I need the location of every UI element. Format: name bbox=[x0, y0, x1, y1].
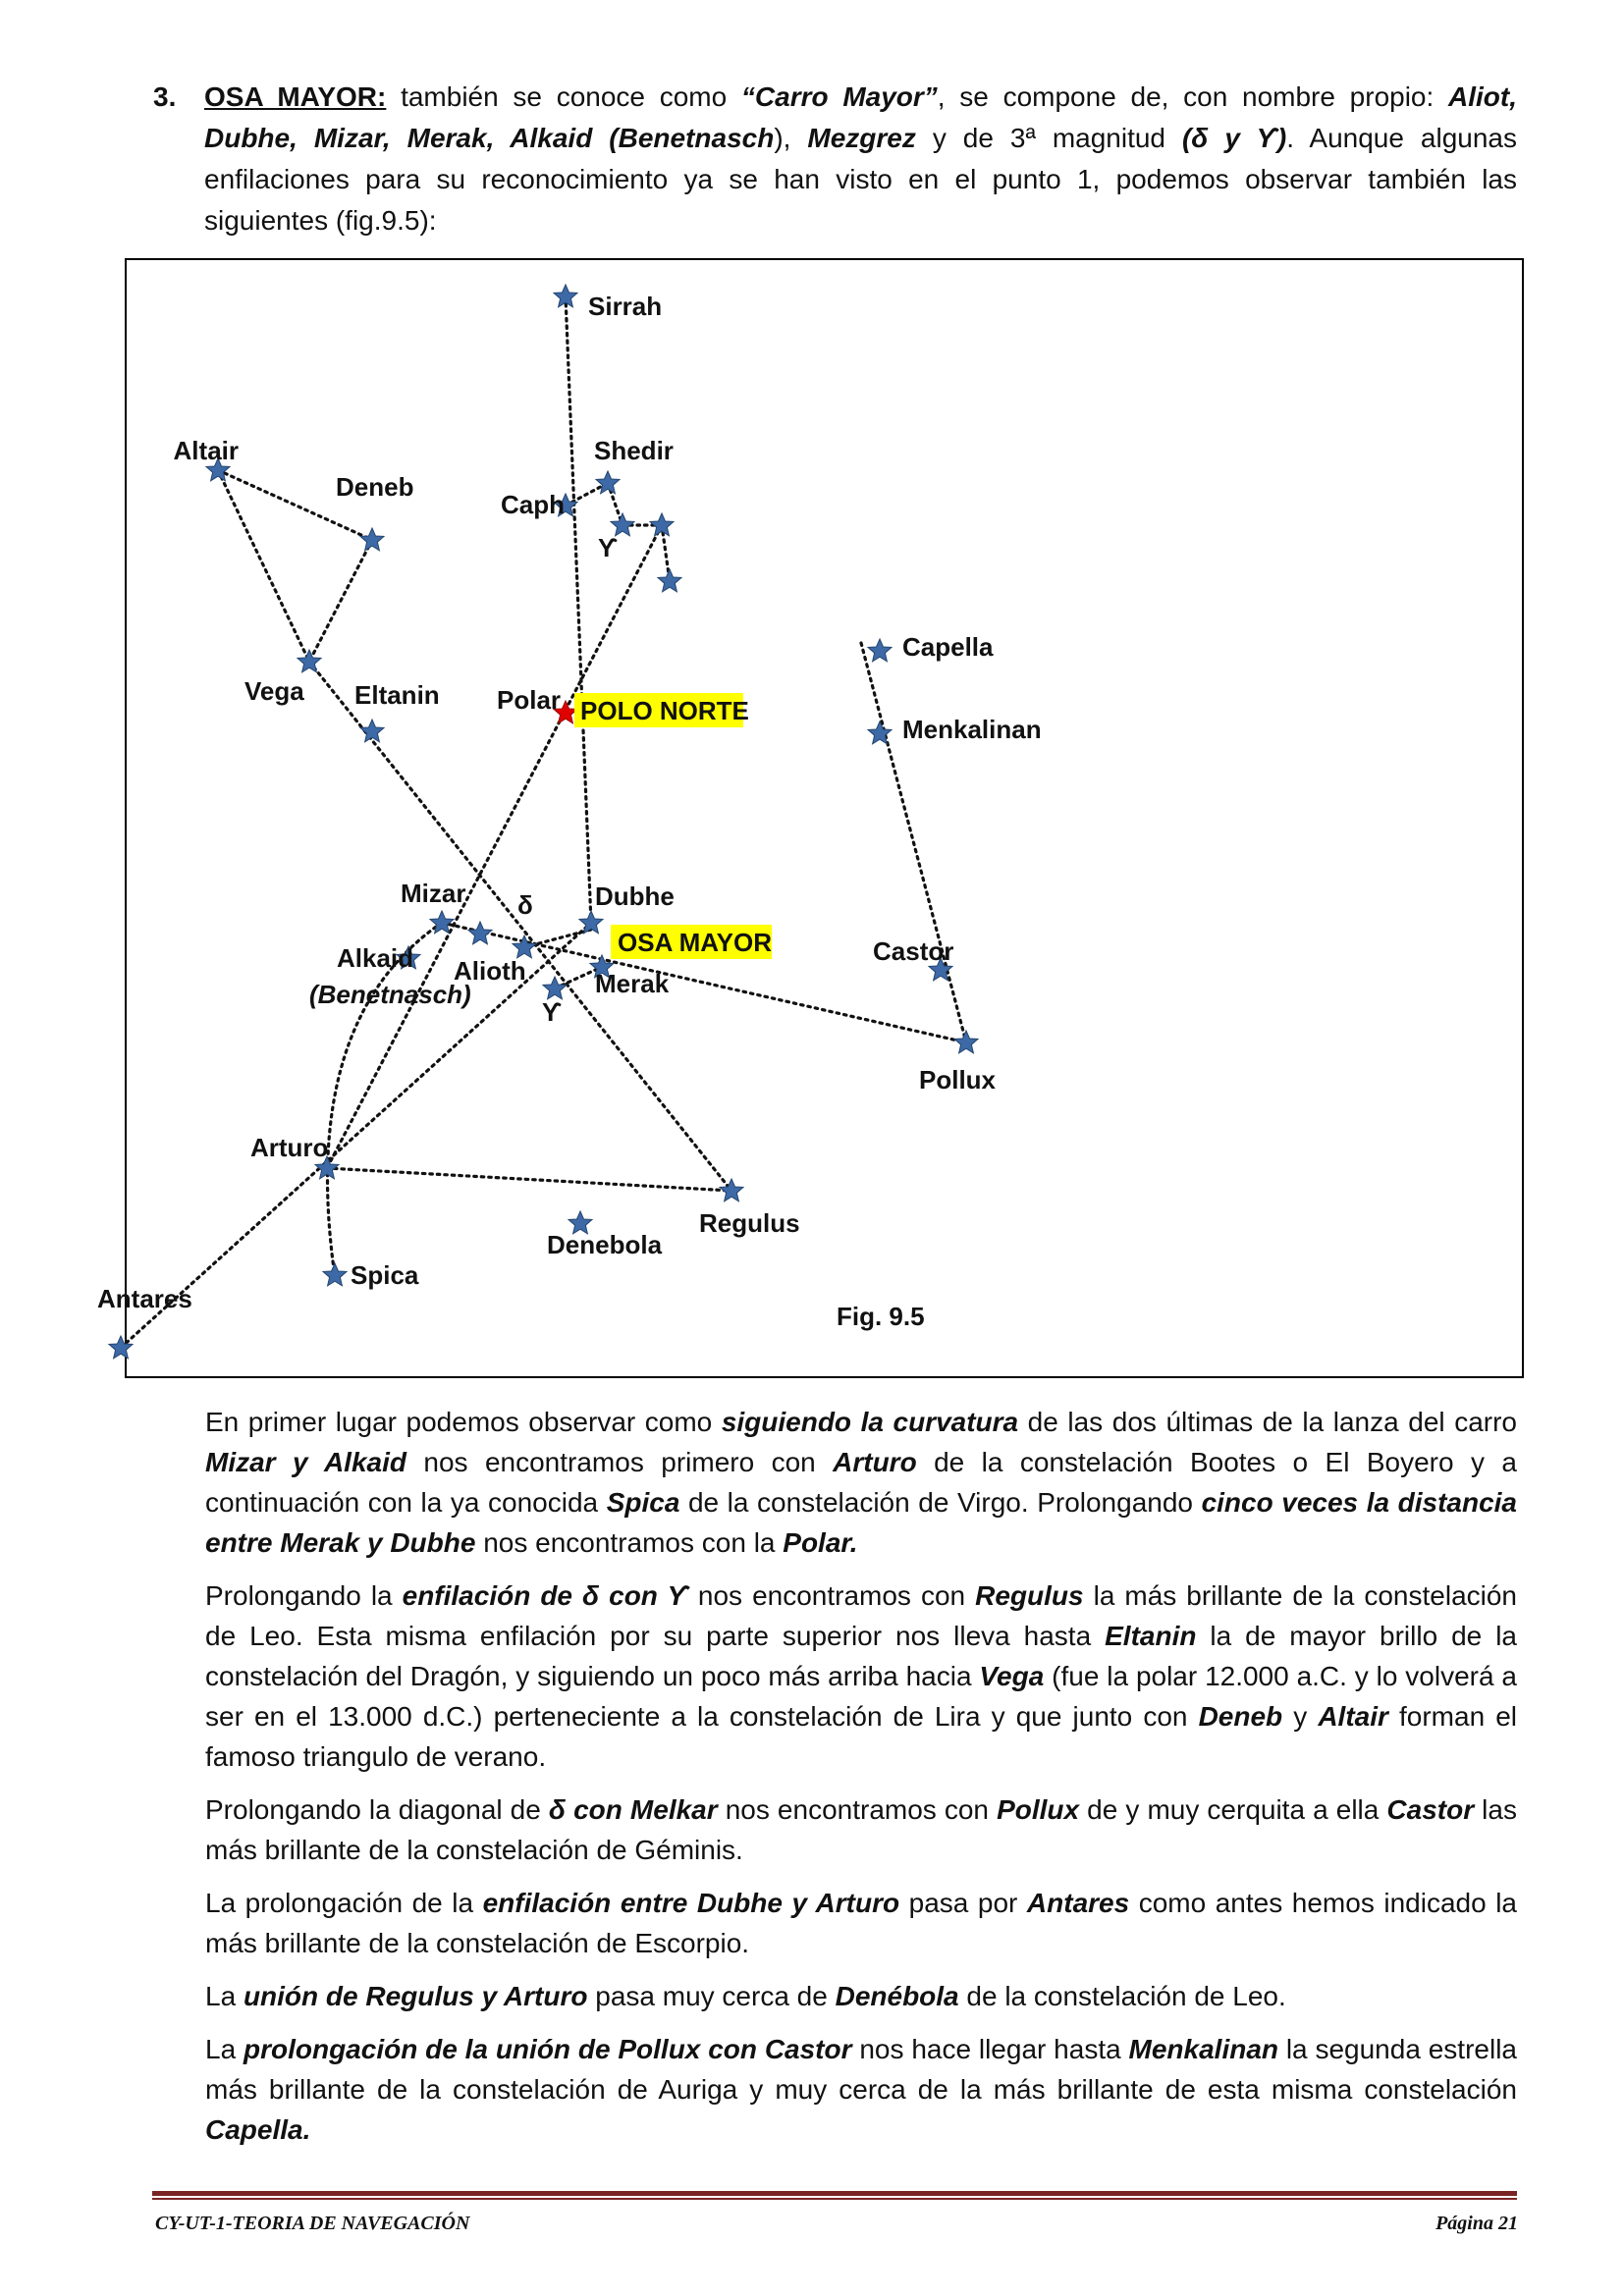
paragraph-1: En primer lugar podemos observar como siguiendo la curvatura de las dos últimas de la lanza del carro Mizar y Alkaid nos encontramos primero con Arturo de la constelación Bootes o El Boyero y a continuación con la ya conocida Spica de la constelación de Virgo. Prolongando cinco veces la distancia entre Merak y Dubhe nos encontramos con la Polar. bbox=[205, 1407, 1517, 1558]
section-title: OSA MAYOR: bbox=[204, 81, 387, 112]
line-cas-arturo bbox=[327, 525, 662, 1168]
footer-document-title: CY-UT-1-TEORIA DE NAVEGACIÓN bbox=[155, 2213, 470, 2234]
line-sirrah-dubhe bbox=[566, 296, 591, 923]
label-deneb: Deneb bbox=[336, 472, 414, 502]
figure-caption: Fig. 9.5 bbox=[837, 1302, 925, 1331]
stars bbox=[109, 285, 978, 1359]
label-caph: Caph bbox=[501, 490, 565, 519]
star-capella bbox=[868, 639, 892, 662]
label-regulus: Regulus bbox=[699, 1208, 800, 1238]
label-osa-mayor: OSA MAYOR bbox=[618, 928, 772, 957]
star-spica bbox=[323, 1263, 347, 1286]
star-pollux bbox=[954, 1031, 978, 1053]
label-castor: Castor bbox=[873, 936, 954, 966]
intro-paragraph bbox=[155, 77, 1517, 241]
label-vega: Vega bbox=[244, 676, 304, 706]
body-text bbox=[205, 1402, 1517, 2163]
footer-rule-thick bbox=[152, 2191, 1517, 2196]
label-benetnasch: (Benetnasch) bbox=[309, 980, 471, 1009]
label-alioth: Alioth bbox=[454, 956, 526, 986]
star-menkalinan bbox=[868, 721, 892, 744]
label-polar: Polar bbox=[497, 685, 562, 715]
item-number: 3. bbox=[153, 81, 177, 112]
label-spica: Spica bbox=[351, 1260, 419, 1290]
line-arturo-regulus bbox=[327, 1168, 731, 1191]
intro-text: OSA MAYOR: también se conoce como “Carro Mayor”, se compone de, con nombre propio: Aliot, Dubhe, Mizar, Merak, Alkaid (Benetnasch), Mezgrez y de 3ª magnitud (δ y ϒ). Aunque algunas enfilaciones para su reconocimiento ya se han visto en el punto 1, podemos observar también las siguientes (fig.9.5): bbox=[204, 81, 1518, 236]
arc-mizar-spica bbox=[328, 923, 442, 1276]
label-altair: Altair bbox=[173, 436, 239, 465]
paragraph-2: Prolongando la enfilación de δ con ϒ nos encontramos con Regulus la más brillante de la constelación de Leo. Esta misma enfilación por su parte superior nos lleva hasta Eltanin la de mayor brillo de la constelación del Dragón, y siguiendo un poco más arriba hacia Vega (fue la polar 12.000 a.C. y lo volverá a ser en el 13.000 d.C.) perteneciente a la constelación de Lira y que junto con Deneb y Altair forman el famoso triangulo de verano. bbox=[205, 1580, 1518, 1772]
footer-rule-thin bbox=[152, 2198, 1517, 2200]
paragraph-5: La unión de Regulus y Arturo pasa muy cerca de Denébola de la constelación de Leo. bbox=[205, 1981, 1286, 2011]
line-deneb-vega bbox=[309, 540, 372, 662]
star-alioth bbox=[468, 922, 492, 944]
label-sirrah: Sirrah bbox=[588, 292, 663, 321]
line-altair-vega bbox=[218, 470, 309, 662]
star-deneb bbox=[360, 528, 384, 551]
line-capella-pollux bbox=[861, 643, 966, 1042]
label-gamma-bottom: ϒ bbox=[542, 997, 563, 1027]
label-mizar: Mizar bbox=[401, 879, 466, 908]
star-eltanin bbox=[360, 720, 384, 742]
label-delta: δ bbox=[517, 890, 533, 920]
guide-lines bbox=[121, 296, 966, 1348]
label-merak: Merak bbox=[595, 969, 670, 998]
label-denebola: Denebola bbox=[547, 1230, 663, 1259]
label-antares: Antares bbox=[97, 1284, 192, 1313]
footer-rule bbox=[152, 2191, 1517, 2200]
label-eltanin: Eltanin bbox=[354, 680, 440, 710]
star-antares bbox=[109, 1336, 133, 1359]
label-alkaid: Alkaid bbox=[337, 943, 414, 973]
label-arturo: Arturo bbox=[250, 1133, 329, 1162]
star-vega bbox=[298, 650, 321, 672]
star-segin bbox=[658, 569, 681, 592]
label-pollux: Pollux bbox=[919, 1065, 997, 1095]
paragraph-4: La prolongación de la enfilación entre Dubhe y Arturo pasa por Antares como antes hemos indicado la más brillante de la constelación de Escorpio. bbox=[205, 1888, 1517, 1958]
star-chart-svg bbox=[97, 260, 1526, 1380]
star-labels bbox=[97, 292, 1042, 1331]
label-menkalinan: Menkalinan bbox=[902, 715, 1042, 744]
label-dubhe: Dubhe bbox=[595, 881, 675, 911]
label-polo-norte: POLO NORTE bbox=[580, 696, 749, 725]
star-shedir bbox=[596, 471, 620, 494]
footer-page-number: Página 21 bbox=[1435, 2213, 1518, 2234]
label-shedir: Shedir bbox=[594, 436, 674, 465]
paragraph-6: La prolongación de la unión de Pollux con Castor nos hace llegar hasta Menkalinan la segunda estrella más brillante de la constelación de Auriga y muy cerca de la más brillante de esta misma constelación Capella. bbox=[205, 2034, 1517, 2145]
label-gamma-top: ϒ bbox=[598, 533, 619, 562]
label-capella: Capella bbox=[902, 632, 994, 662]
star-chart-figure bbox=[97, 258, 1524, 1378]
paragraph-3: Prolongando la diagonal de δ con Melkar nos encontramos con Pollux de y muy cerquita a ella Castor las más brillante de la constelación de Géminis. bbox=[205, 1794, 1517, 1865]
